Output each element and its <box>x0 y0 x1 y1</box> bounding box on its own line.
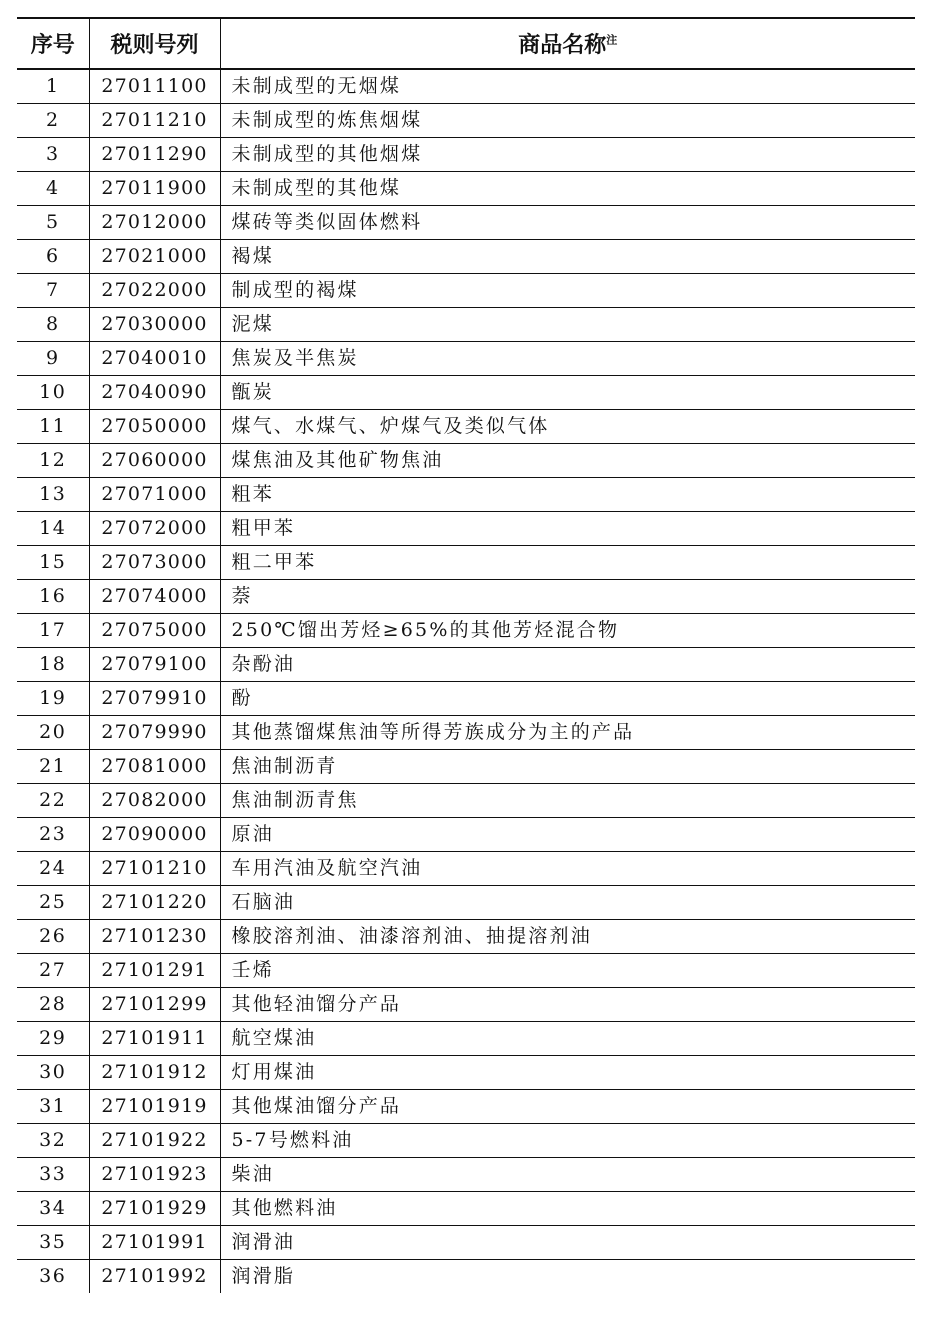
cell-serial-number: 8 <box>17 308 89 342</box>
table-row <box>17 614 915 648</box>
cell-serial-number: 7 <box>17 274 89 308</box>
cell-product-name: 未制成型的炼焦烟煤 <box>220 104 915 138</box>
cell-tariff-code: 27079990 <box>89 716 220 750</box>
header-tariff-code <box>89 18 220 69</box>
table-row <box>17 69 915 104</box>
header-product-name-label: 商品名称 <box>518 33 607 58</box>
table-row <box>17 410 915 444</box>
table-row <box>17 852 915 886</box>
cell-tariff-code: 27101220 <box>89 886 220 920</box>
cell-serial-number: 14 <box>17 512 89 546</box>
cell-serial-number: 17 <box>17 614 89 648</box>
header-row <box>17 18 915 69</box>
cell-serial-number: 11 <box>17 410 89 444</box>
table-row <box>17 1226 915 1260</box>
table-row <box>17 1124 915 1158</box>
cell-tariff-code: 27101210 <box>89 852 220 886</box>
table-row <box>17 1192 915 1226</box>
cell-product-name: 粗甲苯 <box>220 512 915 546</box>
table-row <box>17 172 915 206</box>
table-row <box>17 818 915 852</box>
cell-serial-number: 22 <box>17 784 89 818</box>
cell-product-name: 未制成型的其他烟煤 <box>220 138 915 172</box>
table-row <box>17 376 915 410</box>
table-row <box>17 716 915 750</box>
table-row <box>17 886 915 920</box>
cell-serial-number: 16 <box>17 580 89 614</box>
table-row <box>17 988 915 1022</box>
tariff-table <box>17 17 915 1293</box>
header-tariff-code-label: 税则号列 <box>110 33 199 58</box>
cell-tariff-code: 27021000 <box>89 240 220 274</box>
cell-product-name: 其他蒸馏煤焦油等所得芳族成分为主的产品 <box>220 716 915 750</box>
cell-product-name: 未制成型的其他煤 <box>220 172 915 206</box>
cell-tariff-code: 27101919 <box>89 1090 220 1124</box>
cell-serial-number: 36 <box>17 1260 89 1294</box>
cell-tariff-code: 27101922 <box>89 1124 220 1158</box>
cell-product-name: 润滑油 <box>220 1226 915 1260</box>
cell-product-name: 泥煤 <box>220 308 915 342</box>
cell-serial-number: 30 <box>17 1056 89 1090</box>
cell-tariff-code: 27101291 <box>89 954 220 988</box>
cell-product-name: 褐煤 <box>220 240 915 274</box>
table-row <box>17 104 915 138</box>
cell-product-name: 煤砖等类似固体燃料 <box>220 206 915 240</box>
table-row <box>17 308 915 342</box>
cell-product-name: 萘 <box>220 580 915 614</box>
header-serial-number-label: 序号 <box>30 33 75 58</box>
table-row <box>17 138 915 172</box>
cell-serial-number: 15 <box>17 546 89 580</box>
table-row <box>17 274 915 308</box>
cell-product-name: 润滑脂 <box>220 1260 915 1294</box>
cell-serial-number: 23 <box>17 818 89 852</box>
table-row <box>17 682 915 716</box>
table-row <box>17 1158 915 1192</box>
cell-serial-number: 5 <box>17 206 89 240</box>
cell-product-name: 粗苯 <box>220 478 915 512</box>
cell-serial-number: 26 <box>17 920 89 954</box>
table-body <box>17 69 915 1293</box>
cell-serial-number: 20 <box>17 716 89 750</box>
cell-tariff-code: 27060000 <box>89 444 220 478</box>
cell-product-name: 酚 <box>220 682 915 716</box>
table-row <box>17 954 915 988</box>
header-product-name <box>220 18 915 69</box>
cell-tariff-code: 27079100 <box>89 648 220 682</box>
table-header <box>17 18 915 69</box>
table-row <box>17 206 915 240</box>
table-row <box>17 512 915 546</box>
table-row <box>17 784 915 818</box>
cell-tariff-code: 27101299 <box>89 988 220 1022</box>
cell-product-name: 未制成型的无烟煤 <box>220 69 915 104</box>
cell-product-name: 焦油制沥青 <box>220 750 915 784</box>
cell-tariff-code: 27050000 <box>89 410 220 444</box>
cell-serial-number: 18 <box>17 648 89 682</box>
cell-product-name: 其他煤油馏分产品 <box>220 1090 915 1124</box>
cell-product-name: 焦炭及半焦炭 <box>220 342 915 376</box>
cell-tariff-code: 27011290 <box>89 138 220 172</box>
table-row <box>17 580 915 614</box>
cell-serial-number: 31 <box>17 1090 89 1124</box>
table-row <box>17 648 915 682</box>
table-row <box>17 478 915 512</box>
cell-serial-number: 21 <box>17 750 89 784</box>
cell-tariff-code: 27022000 <box>89 274 220 308</box>
table-row <box>17 444 915 478</box>
cell-serial-number: 12 <box>17 444 89 478</box>
cell-serial-number: 33 <box>17 1158 89 1192</box>
table-row <box>17 1022 915 1056</box>
cell-tariff-code: 27074000 <box>89 580 220 614</box>
cell-serial-number: 6 <box>17 240 89 274</box>
cell-product-name: 橡胶溶剂油、油漆溶剂油、抽提溶剂油 <box>220 920 915 954</box>
cell-product-name: 粗二甲苯 <box>220 546 915 580</box>
cell-serial-number: 29 <box>17 1022 89 1056</box>
cell-tariff-code: 27011900 <box>89 172 220 206</box>
table-row <box>17 1090 915 1124</box>
cell-product-name: 壬烯 <box>220 954 915 988</box>
cell-serial-number: 19 <box>17 682 89 716</box>
cell-product-name: 制成型的褐煤 <box>220 274 915 308</box>
cell-serial-number: 24 <box>17 852 89 886</box>
cell-tariff-code: 27073000 <box>89 546 220 580</box>
cell-tariff-code: 27101923 <box>89 1158 220 1192</box>
cell-product-name: 250℃馏出芳烃≥65%的其他芳烃混合物 <box>220 614 915 648</box>
cell-serial-number: 10 <box>17 376 89 410</box>
cell-tariff-code: 27030000 <box>89 308 220 342</box>
cell-product-name: 灯用煤油 <box>220 1056 915 1090</box>
cell-tariff-code: 27071000 <box>89 478 220 512</box>
cell-tariff-code: 27011210 <box>89 104 220 138</box>
cell-product-name: 柴油 <box>220 1158 915 1192</box>
cell-tariff-code: 27072000 <box>89 512 220 546</box>
cell-tariff-code: 27011100 <box>89 69 220 104</box>
header-serial-number <box>17 18 89 69</box>
cell-product-name: 车用汽油及航空汽油 <box>220 852 915 886</box>
cell-serial-number: 34 <box>17 1192 89 1226</box>
cell-serial-number: 13 <box>17 478 89 512</box>
cell-product-name: 其他燃料油 <box>220 1192 915 1226</box>
cell-product-name: 甑炭 <box>220 376 915 410</box>
cell-serial-number: 27 <box>17 954 89 988</box>
cell-tariff-code: 27101912 <box>89 1056 220 1090</box>
cell-product-name: 煤焦油及其他矿物焦油 <box>220 444 915 478</box>
cell-product-name: 石脑油 <box>220 886 915 920</box>
cell-tariff-code: 27040010 <box>89 342 220 376</box>
cell-serial-number: 32 <box>17 1124 89 1158</box>
cell-tariff-code: 27081000 <box>89 750 220 784</box>
cell-tariff-code: 27101929 <box>89 1192 220 1226</box>
cell-tariff-code: 27012000 <box>89 206 220 240</box>
cell-product-name: 煤气、水煤气、炉煤气及类似气体 <box>220 410 915 444</box>
cell-tariff-code: 27101230 <box>89 920 220 954</box>
cell-product-name: 5-7号燃料油 <box>220 1124 915 1158</box>
cell-product-name: 杂酚油 <box>220 648 915 682</box>
table-row <box>17 920 915 954</box>
cell-tariff-code: 27101911 <box>89 1022 220 1056</box>
header-note-marker: 注 <box>606 33 618 47</box>
cell-product-name: 焦油制沥青焦 <box>220 784 915 818</box>
cell-serial-number: 1 <box>17 69 89 104</box>
cell-serial-number: 35 <box>17 1226 89 1260</box>
cell-serial-number: 4 <box>17 172 89 206</box>
cell-tariff-code: 27082000 <box>89 784 220 818</box>
cell-tariff-code: 27079910 <box>89 682 220 716</box>
cell-serial-number: 3 <box>17 138 89 172</box>
cell-tariff-code: 27040090 <box>89 376 220 410</box>
cell-product-name: 航空煤油 <box>220 1022 915 1056</box>
tariff-table-container <box>17 17 915 1293</box>
cell-serial-number: 9 <box>17 342 89 376</box>
cell-tariff-code: 27101991 <box>89 1226 220 1260</box>
cell-serial-number: 25 <box>17 886 89 920</box>
table-row <box>17 1260 915 1294</box>
table-row <box>17 750 915 784</box>
cell-product-name: 原油 <box>220 818 915 852</box>
cell-tariff-code: 27075000 <box>89 614 220 648</box>
table-row <box>17 546 915 580</box>
cell-tariff-code: 27090000 <box>89 818 220 852</box>
cell-serial-number: 2 <box>17 104 89 138</box>
cell-serial-number: 28 <box>17 988 89 1022</box>
table-row <box>17 1056 915 1090</box>
table-row <box>17 240 915 274</box>
table-row <box>17 342 915 376</box>
cell-product-name: 其他轻油馏分产品 <box>220 988 915 1022</box>
cell-tariff-code: 27101992 <box>89 1260 220 1294</box>
